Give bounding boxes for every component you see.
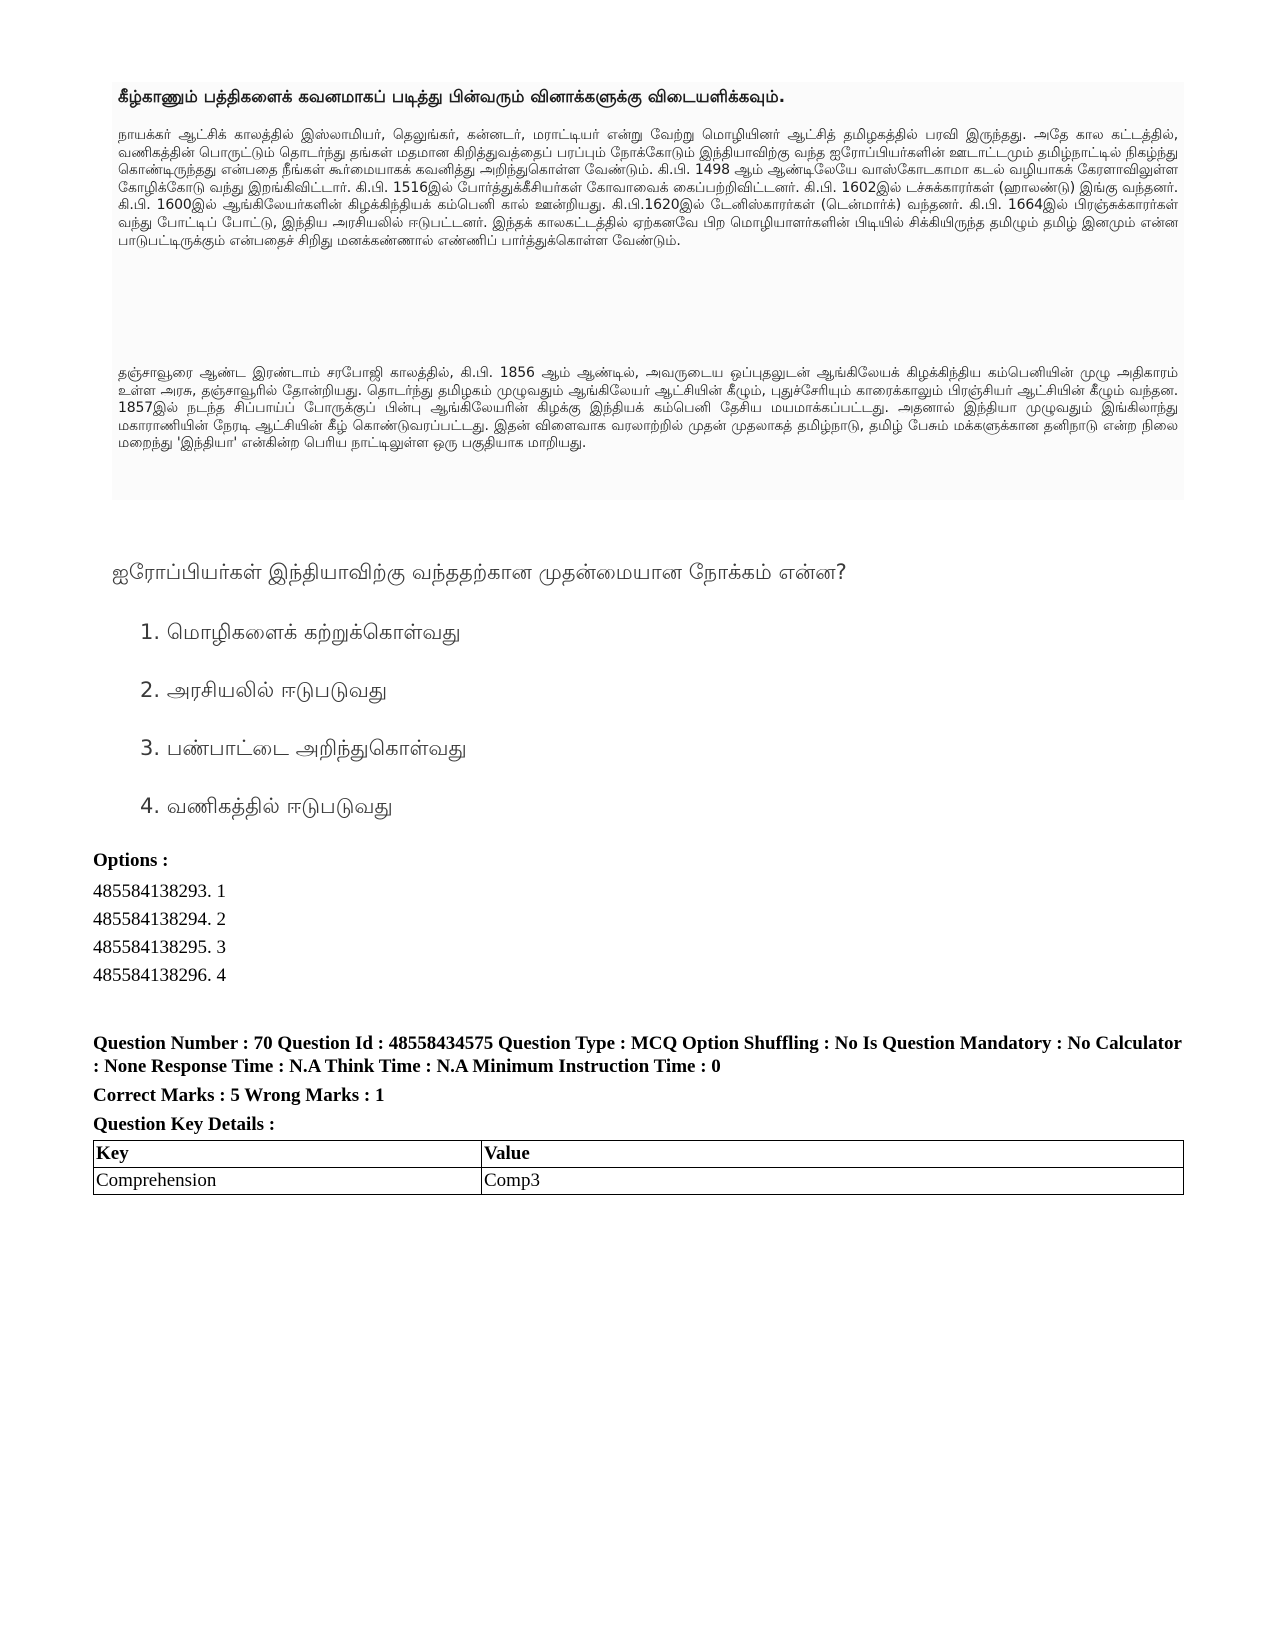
options-label: Options : (93, 850, 169, 871)
question-choices (140, 620, 467, 852)
question-choice: 1. மொழிகளைக் கற்றுக்கொள்வது (140, 620, 461, 644)
passage-paragraph: நாயக்கர் ஆட்சிக் காலத்தில் இஸ்லாமியர், தெலுங்கர், கன்னடர், மராட்டியர் என்று வேற்று மொழியினர் ஆட்சித் தமிழகத்தில் பரவி இருந்தது. அதே கால கட்டத்தில், வணிகத்தின் பொருட்டும் தொடர்ந்து தங்கள் மதமான கிறித்துவத்தைப் பரப்பும் நோக்கோடும் இந்தியாவிற்கு வந்த ஐரோப்பியர்களின் ஊடாட்டமும் தமிழ்நாட்டில் நிகழ்ந்து கொண்டிருந்தது என்பதை நீங்கள் கூர்மையாகக் கவனித்து அறிந்துகொள்ள வேண்டும். கி.பி. 1498 ஆம் ஆண்டிலேயே வாஸ்கோடகாமா கடல் வழியாகக் கேரளாவிலுள்ள கோழிக்கோடு வந்து இறங்கிவிட்டார். கி.பி. 1516இல் போர்த்துக்கீசியர்கள் கோவாவைக் கைப்பற்றிவிட்டனர். கி.பி. 1602இல் டச்சுக்காரர்கள் (ஹாலண்டு) இங்கு வந்தனர். கி.பி. 1600இல் ஆங்கிலேயர்களின் கிழக்கிந்தியக் கம்பெனி கால் ஊன்றியது. கி.பி.1620இல் டேனிஸ்காரர்கள் (டென்மார்க்) வந்தனர். கி.பி. 1664இல் பிரஞ்சுக்காரர்கள் வந்து போட்டிப் போட்டு, இந்திய அரசியலில் ஈடுபட்டனர். இந்தக் காலகட்டத்தில் ஏற்கனவே பிற மொழியாளர்களின் பிடியில் சிக்கியிருந்த தமிழும் தமிழ் இனமும் என்ன பாடுபட்டிருக்கும் என்பதைச் சிறிது மனக்கண்ணால் எண்ணிப் பார்த்துக்கொள்ள வேண்டும். (118, 127, 1178, 249)
option-item: 485584138296. 4 (93, 965, 226, 986)
passage-image (112, 82, 1184, 500)
column-header-key: Key (94, 1141, 482, 1168)
key-details-label: Question Key Details : (93, 1114, 276, 1135)
table-header-row (94, 1141, 1184, 1168)
passage-paragraph: தஞ்சாவூரை ஆண்ட இரண்டாம் சரபோஜி காலத்தில், கி.பி. 1856 ஆம் ஆண்டில், அவருடைய ஒப்புதலுடன் ஆங்கிலேயக் கிழக்கிந்திய கம்பெனியின் முழு அதிகாரம் உள்ள அரசு, தஞ்சாவூரில் தோன்றியது. தொடர்ந்து தமிழகம் முழுவதும் ஆங்கிலேயர் ஆட்சியின் கீழும், புதுச்சேரியும் காரைக்காலும் பிரஞ்சியர் ஆட்சியின் கீழும் வந்தன. 1857இல் நடந்த சிப்பாய்ப் போருக்குப் பின்பு ஆங்கிலேயரின் கிழக்கு இந்தியக் கம்பெனி தேசிய மயமாக்கப்பட்டது. அதனால் இந்தியா முழுவதும் இங்கிலாந்து மகாராணியின் நேரடி ஆட்சியின் கீழ் கொண்டுவரப்பட்டது. இதன் விளைவாக வரலாற்றில் முதன் முதலாகத் தமிழ்நாடு, தமிழ் பேசும் மக்களுக்கான தனிநாடு என்ற நிலை மறைந்து 'இந்தியா' என்கின்ற பெரிய நாட்டிலுள்ள ஒரு பகுதியாக மாறியது. (118, 365, 1178, 452)
option-item: 485584138294. 2 (93, 909, 226, 930)
question-text: ஐரோப்பியர்கள் இந்தியாவிற்கு வந்ததற்கான முதன்மையான நோக்கம் என்ன? (112, 560, 847, 584)
table-cell-value: Comp3 (482, 1168, 1184, 1195)
question-meta: Question Number : 70 Question Id : 48558434575 Question Type : MCQ Option Shuffling : No Is Question Mandatory : No Calculator : None Response Time : N.A Think Time : N.A Minimum Instruction Time : 0 (93, 1033, 1182, 1077)
table-cell-key: Comprehension (94, 1168, 482, 1195)
key-details-table (93, 1140, 1184, 1195)
passage-heading: கீழ்காணும் பத்திகளைக் கவனமாகப் படித்து பின்வரும் வினாக்களுக்கு விடையளிக்கவும். (118, 87, 786, 106)
column-header-value: Value (482, 1141, 1184, 1168)
option-item: 485584138293. 1 (93, 881, 226, 902)
table-row (94, 1168, 1184, 1195)
question-choice: 3. பண்பாட்டை அறிந்துகொள்வது (140, 736, 467, 760)
marks-info: Correct Marks : 5 Wrong Marks : 1 (93, 1085, 385, 1106)
question-choice: 4. வணிகத்தில் ஈடுபடுவது (140, 794, 393, 818)
option-item: 485584138295. 3 (93, 937, 226, 958)
question-choice: 2. அரசியலில் ஈடுபடுவது (140, 678, 388, 702)
options-list (93, 878, 226, 990)
